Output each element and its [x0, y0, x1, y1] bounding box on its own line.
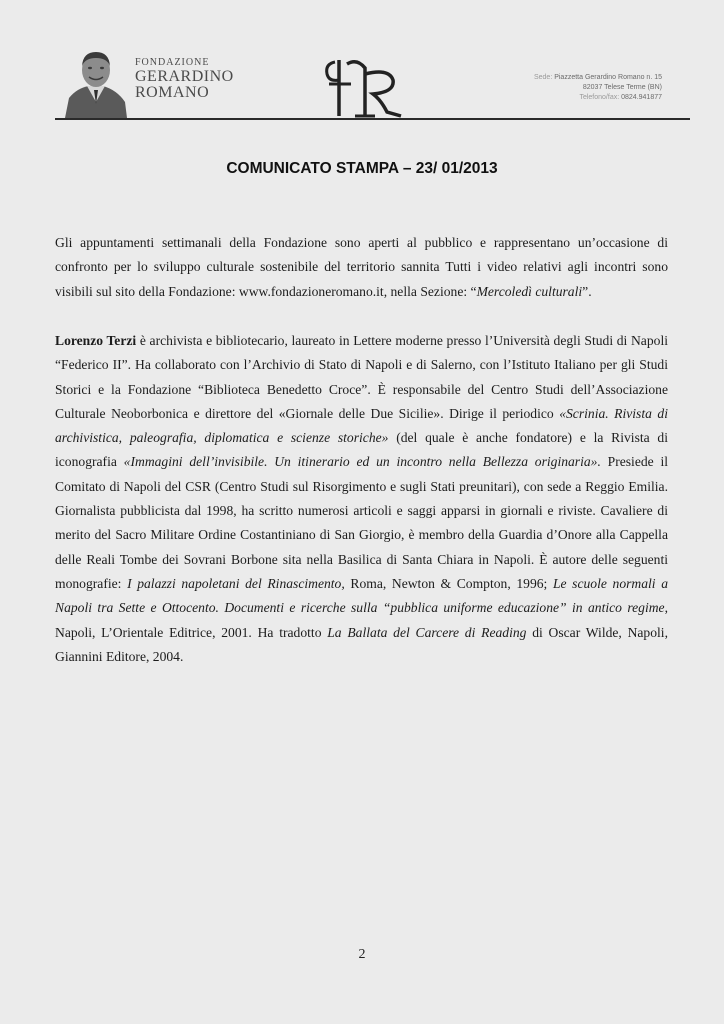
person-name: Lorenzo Terzi — [55, 333, 137, 348]
org-line-1: FONDAZIONE — [135, 57, 210, 68]
bio-paragraph: Lorenzo Terzi è archivista e bibliotecario, laureato in Lettere moderne presso l’Università degli Studi di Napoli “Federico II”. Ha collaborato con l’Archivio di Stato di Napoli e di Salerno, con l’Istituto Italiano per gli Studi Storici e la Fondazione “Biblioteca Benedetto Croce”. È responsabile del Centro Studi dell’Associazione Culturale Neoborbonica e direttore del «Giornale delle Due Sicilie». Dirige il periodico «Scrinia. Rivista di archivistica, paleografia, diplomatica e scienze storiche» (del quale è anche fondatore) e la Rivista di iconografia «Immagini dell’invisibile. Un itinerario ed un incontro nella Bellezza originaria». Presiede il Comitato di Napoli del CSR (Centro Studi sul Risorgimento e sugli Stati preunitari), con sede a Reggio Emilia. Giornalista pubblicista dal 1998, ha scritto numerosi articoli e saggi apparsi in giornali e riviste. Cavaliere di merito del Sacro Militare Ordine Costantiniano di San Giorgio, è membro della Guardia d’Onore alla Cappella delle Reali Tombe dei Sovrani Borbone sita nella Basilica di Santa Chiara in Napoli. È autore delle seguenti monografie: I palazzi napoletani del Rinascimento, Roma, Newton & Compton, 1996; Le scuole normali a Napoli tra Sette e Ottocento. Documenti e ricerche sulla “pubblica uniforme educazione” in antico regime, Napoli, L’Orientale Editrice, 2001. Ha tradotto La Ballata del Carcere di Reading di Oscar Wilde, Napoli, Giannini Editore, 2004. — [55, 333, 669, 664]
header-divider — [55, 118, 690, 120]
monogram-logo — [317, 54, 407, 120]
address-line: Telefono/fax: 0824.941877 — [579, 94, 662, 101]
letterhead — [55, 40, 690, 120]
org-line-2: GERARDINO — [135, 68, 234, 85]
founder-portrait — [63, 46, 129, 118]
address-line: Sede: Piazzetta Gerardino Romano n. 15 — [533, 74, 662, 81]
intro-paragraph: Gli appuntamenti settimanali della Fondazione sono aperti al pubblico e rappresentano un’occasione di confronto per lo sviluppo culturale sostenibile del territorio sannita Tutti i video relativi agli incontri sono visibili sul sito della Fondazione: www.fondazioneromano.it, nella Sezione: “Mercoledì culturali”. — [55, 235, 668, 299]
address-line: 82037 Telese Terme (BN) — [582, 84, 662, 91]
document-title: COMUNICATO STAMPA – 23/ 01/2013 — [226, 160, 498, 177]
org-line-3: ROMANO — [135, 84, 210, 101]
address-block — [534, 73, 662, 103]
page-number: 2 — [358, 947, 366, 962]
foundation-name — [135, 57, 234, 101]
